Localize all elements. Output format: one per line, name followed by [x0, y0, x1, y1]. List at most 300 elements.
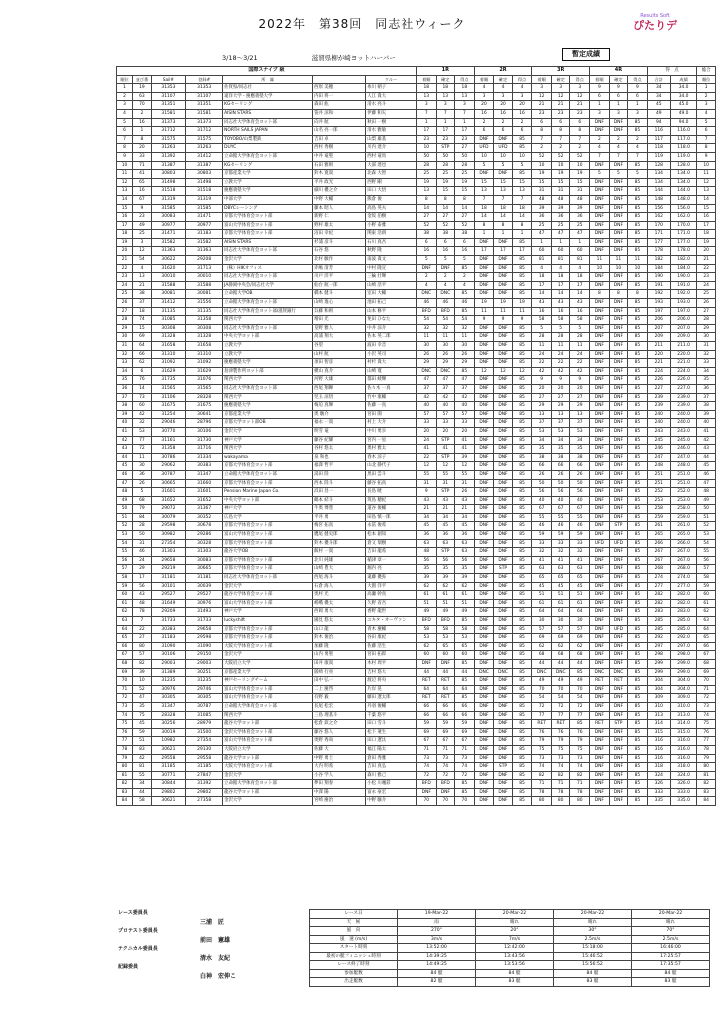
col-r4-points: 得点	[628, 75, 648, 84]
cell-r2-arrival: 12	[474, 367, 494, 376]
cell-r3-points: 63	[570, 565, 590, 574]
cell-r2-points: 85	[512, 445, 532, 454]
cell-r1-arrival: 21	[416, 505, 436, 514]
cell-crew: 田口 遼汰	[366, 737, 417, 746]
cell-r2-arrival: DNF	[474, 625, 494, 634]
conditions-value: 19-Mar-22	[398, 910, 476, 919]
cell-r2-score: DNF	[494, 359, 512, 368]
cell-r1-score: DNF	[436, 264, 454, 273]
cell-rank: 36	[117, 384, 133, 393]
cell-r3-arrival: 46	[532, 522, 552, 531]
cell-rank: 61	[117, 599, 133, 608]
cell-gross: 191	[647, 281, 670, 290]
cell-r3-points: 77	[570, 711, 590, 720]
cell-skipper: 阪崎 行亮	[313, 668, 366, 677]
cell-skipper: 石田 雅則	[313, 161, 366, 170]
cell-skipper: 中井 竜聖	[313, 152, 366, 161]
cell-team: 富山大学体育会ヨット部	[223, 694, 313, 703]
cell-r3-score: 64	[551, 608, 569, 617]
cell-sail: 30977	[151, 221, 186, 230]
cell-r4-score: DNF	[609, 531, 627, 540]
cell-sail: 29219	[151, 565, 186, 574]
logo-subtext: Results Soft	[640, 13, 670, 19]
cell-crew: 永冨 俊希	[366, 522, 417, 531]
table-row	[117, 496, 716, 505]
cell-skipper: 西村 秀樹	[313, 144, 366, 153]
cell-rank: 30	[117, 333, 133, 342]
cell-r4-arrival: DNF	[590, 350, 610, 359]
cell-net: 266.0	[670, 539, 697, 548]
cell-r1-points: 4	[455, 281, 475, 290]
cell-sort: 67	[133, 195, 151, 204]
cell-gross: 128	[647, 161, 670, 170]
cell-r4-arrival: DNF	[590, 281, 610, 290]
cell-net: 148.0	[670, 195, 697, 204]
conditions-value: 晴れ	[554, 918, 632, 927]
cell-r4-arrival: DNF	[590, 574, 610, 583]
cell-r1-points: 19	[455, 178, 475, 187]
cell-sort: 52	[133, 685, 151, 694]
cell-r4-score: UFD	[609, 625, 627, 634]
cell-rank: 78	[117, 745, 133, 754]
table-row	[117, 565, 716, 574]
cell-r1-score: 14	[436, 204, 454, 213]
cell-r1-points: 63	[455, 548, 475, 557]
conditions-value: 82 艇	[398, 978, 476, 987]
cell-sort: 16	[133, 118, 151, 127]
cell-skipper: 川戸 洋平	[313, 273, 366, 282]
cell-overall: 1	[697, 84, 716, 93]
cell-r1-score: 29	[436, 359, 454, 368]
cell-r4-arrival: DNF	[590, 436, 610, 445]
cell-r3-score: 60	[551, 247, 569, 256]
cell-r2-score: DNF	[494, 427, 512, 436]
cell-rank: 47	[117, 479, 133, 488]
conditions-value: 14:49:25	[398, 961, 476, 970]
cell-r4-score: DNF	[609, 479, 627, 488]
cell-r2-score: DNF	[494, 582, 512, 591]
cell-crew: 西村 竜馬	[366, 152, 417, 161]
cell-r1-score: 46	[436, 299, 454, 308]
cell-skipper: 浜田 昌一	[313, 488, 366, 497]
cell-net: 324.0	[670, 771, 697, 780]
cell-r2-arrival: DNF	[474, 737, 494, 746]
cell-r3-arrival: 51	[532, 591, 552, 600]
cell-net: 221.0	[670, 359, 697, 368]
cell-reg: 29658	[186, 625, 223, 634]
cell-sail: 31412	[151, 299, 186, 308]
cell-r1-score: 61	[436, 591, 454, 600]
cell-sort: 35	[133, 702, 151, 711]
cell-reg: 31712	[186, 127, 223, 136]
cell-skipper: 藤本 昭人	[313, 204, 366, 213]
cell-r1-arrival: 14	[416, 204, 436, 213]
cell-r3-points: 73	[570, 754, 590, 763]
cell-r3-points: 74	[570, 763, 590, 772]
cell-r1-arrival: 48	[416, 548, 436, 557]
cell-r2-score: DNF	[494, 342, 512, 351]
cell-rank: 63	[117, 617, 133, 626]
cell-sort: 10	[133, 677, 151, 686]
cell-r1-points: 66	[455, 711, 475, 720]
cell-overall: 13	[697, 187, 716, 196]
cell-r3-score: 73	[551, 754, 569, 763]
cell-r1-score: 30	[436, 342, 454, 351]
cell-r4-score: DNF	[609, 316, 627, 325]
cell-sort: 42	[133, 754, 151, 763]
cell-r3-points: 1	[570, 238, 590, 247]
cell-net: 318.0	[670, 763, 697, 772]
cell-reg: 31675	[186, 402, 223, 411]
cell-crew: 免田 ひなた	[366, 316, 417, 325]
cell-skipper: 泉 和也	[313, 453, 366, 462]
cell-r1-points: 85	[455, 659, 475, 668]
cell-r1-score: 11	[436, 333, 454, 342]
cell-rank: 25	[117, 290, 133, 299]
cell-net: 297.0	[670, 642, 697, 651]
cell-r2-score: DNF	[494, 505, 512, 514]
cell-sail: 30256	[151, 720, 186, 729]
table-row	[117, 625, 716, 634]
cell-sail: 28328	[151, 711, 186, 720]
cell-r3-points: 75	[570, 745, 590, 754]
cell-crew: 佐々木 一真	[366, 384, 417, 393]
cell-crew: 奥村 雅太	[366, 445, 417, 454]
cell-r2-points: 85	[512, 402, 532, 411]
cell-r4-arrival: DNF	[590, 402, 610, 411]
cell-r1-points: 46	[455, 299, 475, 308]
cell-sort: 2	[133, 109, 151, 118]
cell-skipper: 高浦 翔大	[313, 333, 366, 342]
table-row	[117, 316, 716, 325]
conditions-value: 12:42:00	[476, 944, 554, 953]
cell-r3-score: 67	[551, 505, 569, 514]
cell-crew: 田口 大悟	[366, 187, 417, 196]
cell-rank: 57	[117, 565, 133, 574]
cell-sail: 31107	[151, 92, 186, 101]
cell-overall: 70	[697, 677, 716, 686]
cell-r4-points: 85	[628, 299, 648, 308]
cell-rank: 43	[117, 445, 133, 454]
cell-gross: 318	[647, 763, 670, 772]
cell-r4-arrival: DNF	[590, 230, 610, 239]
cell-reg: 31334	[186, 453, 223, 462]
cell-r4-score: DNF	[609, 118, 627, 127]
cell-r2-points: 85	[512, 720, 532, 729]
cell-crew: 黒田 雲斗	[366, 470, 417, 479]
table-row	[117, 556, 716, 565]
cell-reg: 29130	[186, 745, 223, 754]
cell-skipper: 鈴木 優斗郎	[313, 539, 366, 548]
col-sail: Sail#	[151, 75, 186, 84]
cell-r4-arrival: DNF	[590, 496, 610, 505]
cell-r3-arrival: DNC	[532, 668, 552, 677]
cell-r2-score: 11	[494, 307, 512, 316]
cell-r1-arrival: BFD	[416, 780, 436, 789]
cell-r3-score: 25	[551, 221, 569, 230]
cell-r1-points: 85	[455, 677, 475, 686]
cell-r3-score: 57	[551, 625, 569, 634]
cell-skipper: 鈴木 俊治	[313, 634, 366, 643]
cell-r1-score: STP	[436, 488, 454, 497]
cell-r4-score: STP	[609, 720, 627, 729]
cell-r2-score: DNF	[494, 384, 512, 393]
cell-r4-points: 85	[628, 797, 648, 806]
cell-r4-score: DNF	[609, 178, 627, 187]
table-row	[117, 410, 716, 419]
cell-r1-points: 20	[455, 427, 475, 436]
cell-r3-score: 7	[551, 135, 569, 144]
cell-sail: 31581	[151, 109, 186, 118]
cell-overall: 3	[697, 101, 716, 110]
cell-r2-points: 85	[512, 677, 532, 686]
cell-sail: 30787	[151, 470, 186, 479]
cell-skipper: 吉田 卓	[313, 135, 366, 144]
cell-rank: 45	[117, 462, 133, 471]
cell-r1-points: 66	[455, 702, 475, 711]
cell-gross: 144	[647, 187, 670, 196]
cell-r3-points: 18	[570, 273, 590, 282]
official-name: 三浦 匠	[200, 919, 225, 926]
cell-r4-score: DNC	[609, 668, 627, 677]
cell-r1-arrival: 28	[416, 161, 436, 170]
conditions-value: 83 艇	[476, 978, 554, 987]
cell-r2-arrival: DNF	[474, 659, 494, 668]
cell-r1-score: 8	[436, 195, 454, 204]
cell-r2-arrival: DNF	[474, 780, 494, 789]
table-row	[117, 127, 716, 136]
cell-r1-arrival: 57	[416, 410, 436, 419]
official-entry	[118, 909, 303, 927]
cell-r1-score: 64	[436, 685, 454, 694]
cell-sort: 54	[133, 256, 151, 265]
cell-r2-arrival: DNF	[474, 720, 494, 729]
table-row	[117, 419, 716, 428]
cell-r1-arrival: 40	[416, 402, 436, 411]
cell-r1-arrival: 11	[416, 333, 436, 342]
cell-r4-score: DNF	[609, 299, 627, 308]
cell-r4-score: DNF	[609, 582, 627, 591]
cell-sort: 69	[133, 333, 151, 342]
table-row	[117, 445, 716, 454]
cell-r3-score: 20	[551, 384, 569, 393]
cell-r2-arrival: DNF	[474, 170, 494, 179]
cell-overall: 33	[697, 359, 716, 368]
cell-r1-arrival: 43	[416, 496, 436, 505]
cell-crew: 池田 拓己	[366, 299, 417, 308]
cell-r1-score: 56	[436, 556, 454, 565]
cell-gross: 253	[647, 496, 670, 505]
cell-r1-score: 51	[436, 599, 454, 608]
cell-r2-arrival: DNF	[474, 702, 494, 711]
cell-r3-score: 14	[551, 290, 569, 299]
cell-net: 119.0	[670, 152, 697, 161]
cell-skipper: 北村 駿作	[313, 256, 366, 265]
cell-gross: 309	[647, 694, 670, 703]
cell-overall: 41	[697, 427, 716, 436]
cell-skipper: 谷村 悠太	[313, 445, 366, 454]
cell-gross: 184	[647, 264, 670, 273]
cell-overall: 28	[697, 316, 716, 325]
cell-r2-score: DNF	[494, 333, 512, 342]
cell-sail: 31498	[151, 178, 186, 187]
cell-overall: 16	[697, 213, 716, 222]
cell-r2-points: 85	[512, 513, 532, 522]
cell-rank: 73	[117, 702, 133, 711]
cell-r3-points: 38	[570, 453, 590, 462]
cell-reg: 30383	[186, 462, 223, 471]
cell-r2-points: 85	[512, 728, 532, 737]
cell-reg: 30010	[186, 273, 223, 282]
cell-overall: 18	[697, 230, 716, 239]
cell-r3-points: 56	[570, 488, 590, 497]
cell-r1-points: 40	[455, 402, 475, 411]
cell-net: 251.0	[670, 470, 697, 479]
table-row	[117, 264, 716, 273]
cell-r1-points: 27	[455, 144, 475, 153]
cell-r3-score: 29	[551, 402, 569, 411]
cell-team: AISIN STARS	[223, 109, 313, 118]
cell-rank: 53	[117, 531, 133, 540]
table-row	[117, 488, 716, 497]
cell-r3-score: 79	[551, 737, 569, 746]
cell-r2-score: DNF	[494, 599, 512, 608]
cell-crew: 松下 蓮生	[366, 728, 417, 737]
cell-r3-arrival: 16	[532, 307, 552, 316]
cell-r2-score: 18	[494, 204, 512, 213]
cell-overall: 50	[697, 505, 716, 514]
cell-r4-points: 85	[628, 702, 648, 711]
cell-team: luckyshift	[223, 617, 313, 626]
cell-rank: 54	[117, 539, 133, 548]
cell-team: 京都大学体育会ヨット部	[223, 479, 313, 488]
cell-r1-points: 28	[455, 161, 475, 170]
cell-r2-points: 85	[512, 342, 532, 351]
cell-r1-points: 41	[455, 436, 475, 445]
cell-r1-arrival: 52	[416, 221, 436, 230]
cell-team: 慶應義塾大学	[223, 402, 313, 411]
cell-r2-score: DNF	[494, 531, 512, 540]
cell-crew: 丹羽 俊輔	[366, 702, 417, 711]
cell-r4-score: DNF	[609, 359, 627, 368]
cell-r1-score: 42	[436, 393, 454, 402]
cell-r3-score: 50	[551, 479, 569, 488]
cell-skipper: 湯田 陸	[313, 470, 366, 479]
cell-gross: 243	[647, 427, 670, 436]
cell-r2-score: DNF	[494, 393, 512, 402]
cell-r2-arrival: DNF	[474, 531, 494, 540]
table-row	[117, 720, 716, 729]
cell-r2-points: 85	[512, 290, 532, 299]
cell-r2-points: 85	[512, 419, 532, 428]
cell-r3-arrival: 48	[532, 195, 552, 204]
cell-r3-points: 5	[570, 324, 590, 333]
cell-r1-points: 69	[455, 728, 475, 737]
col-rank: 順位	[117, 75, 133, 84]
cell-rank: 37	[117, 393, 133, 402]
cell-r4-score: DNF	[609, 488, 627, 497]
cell-sort: 11	[133, 453, 151, 462]
cell-r3-arrival: 6	[532, 118, 552, 127]
cell-r1-score: 63	[436, 539, 454, 548]
cell-net: 298.0	[670, 651, 697, 660]
cell-r2-points: 85	[512, 488, 532, 497]
cell-rank: 40	[117, 419, 133, 428]
cell-team: NORTH SAILS JAPAN	[223, 127, 313, 136]
cell-net: 197.0	[670, 307, 697, 316]
cell-gross: 247	[647, 453, 670, 462]
table-row	[117, 307, 716, 316]
cell-gross: 239	[647, 393, 670, 402]
class-name: 国際スナイプ 級	[117, 67, 417, 76]
cell-reg: 29527	[186, 591, 223, 600]
cell-r3-points: 78	[570, 788, 590, 797]
cell-r4-points: 85	[628, 402, 648, 411]
cell-r4-arrival: DNF	[590, 617, 610, 626]
cell-team: 金沢大学	[223, 582, 313, 591]
cell-r4-score: DNF	[609, 797, 627, 806]
cell-overall: 53	[697, 531, 716, 540]
conditions-label: 風 向	[310, 927, 398, 936]
cell-r1-score: DNF	[436, 788, 454, 797]
conditions-label: レース終了時刻	[310, 961, 398, 970]
cell-gross: 267	[647, 556, 670, 565]
conditions-value: 270°	[398, 927, 476, 936]
cell-r1-points: 74	[455, 763, 475, 772]
cell-r2-arrival: DNF	[474, 582, 494, 591]
cell-r4-arrival: 8	[590, 290, 610, 299]
table-row	[117, 221, 716, 230]
race-conditions-body	[310, 910, 710, 987]
table-row	[117, 161, 716, 170]
conditions-value: 84 艇	[398, 969, 476, 978]
table-row	[117, 333, 716, 342]
cell-sail: 29209	[151, 608, 186, 617]
official-role: レース委員長	[118, 910, 148, 916]
cell-r3-arrival: 29	[532, 402, 552, 411]
cell-sort: 82	[133, 659, 151, 668]
cell-r2-score: DNF	[494, 556, 512, 565]
table-row	[117, 118, 716, 127]
cell-r4-score: DNF	[609, 462, 627, 471]
cell-sort: 3	[133, 238, 151, 247]
cell-rank: 2	[117, 92, 133, 101]
cell-r3-score: 27	[551, 393, 569, 402]
cell-net: 285.0	[670, 625, 697, 634]
cell-r4-points: 1	[628, 101, 648, 110]
cell-sail: 31310	[151, 350, 186, 359]
cell-r1-score: 66	[436, 702, 454, 711]
cell-r4-points: 85	[628, 711, 648, 720]
cell-r2-score: 6	[494, 127, 512, 136]
cell-overall: 52	[697, 522, 716, 531]
cell-skipper: 梅迫 真輝	[313, 402, 366, 411]
cell-r2-arrival: DNF	[474, 599, 494, 608]
cell-team: 京都産業大学	[223, 410, 313, 419]
cell-skipper: 杉浦 彦斗	[313, 238, 366, 247]
cell-rank: 69	[117, 668, 133, 677]
table-row	[117, 771, 716, 780]
cell-net: 45.0	[670, 101, 697, 110]
cell-r3-score: 17	[551, 281, 569, 290]
table-row	[117, 470, 716, 479]
cell-r3-points: 36	[570, 213, 590, 222]
overall-header: 総合	[697, 67, 716, 76]
event-dates: 3/18～3/21	[222, 54, 258, 62]
cell-r4-points: 5	[628, 170, 648, 179]
cell-r3-arrival: 44	[532, 659, 552, 668]
cell-sail: 31658	[151, 342, 186, 351]
